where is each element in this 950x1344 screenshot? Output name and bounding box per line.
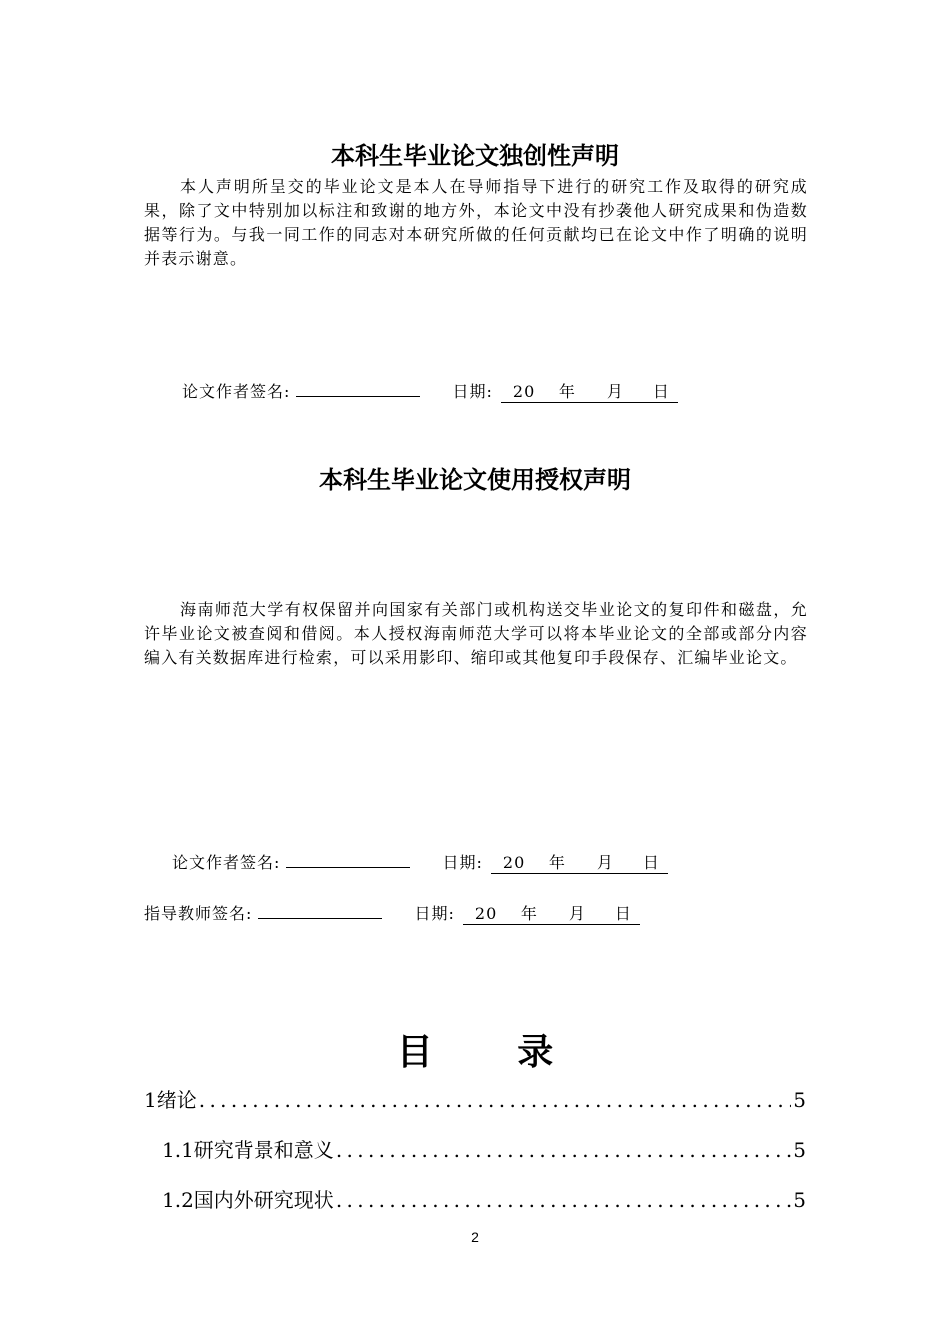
date-field[interactable] bbox=[501, 379, 678, 403]
date-label: 日期: bbox=[452, 382, 493, 401]
authorization-body bbox=[144, 598, 808, 670]
author-signature-label: 论文作者签名: bbox=[172, 853, 281, 872]
advisor-signature-label: 指导教师签名: bbox=[144, 904, 253, 923]
toc-leader-dots bbox=[336, 1138, 791, 1162]
date-field[interactable] bbox=[463, 901, 640, 925]
author-signature-field[interactable] bbox=[286, 849, 410, 868]
advisor-signature-line bbox=[144, 900, 640, 925]
toc-entry[interactable] bbox=[162, 1134, 806, 1163]
toc-entry[interactable] bbox=[162, 1184, 806, 1213]
year-prefix: 20 bbox=[502, 853, 526, 872]
year-char: 年 bbox=[548, 853, 566, 872]
authorization-paragraph: 海南师范大学有权保留并向国家有关部门或机构送交毕业论文的复印件和磁盘，允许毕业论文被查阅和借阅。本人授权海南师范大学可以将本毕业论文的全部或部分内容编入有关数据库进行检索，可以采用影印、缩印或其他复印手段保存、汇编毕业论文。 bbox=[144, 600, 808, 667]
month-char: 月 bbox=[596, 853, 614, 872]
toc-entry-page: 5 bbox=[793, 1088, 806, 1112]
year-char: 年 bbox=[558, 382, 576, 401]
toc-title: 目 录 bbox=[396, 1031, 590, 1073]
advisor-signature-field[interactable] bbox=[258, 900, 382, 919]
date-label: 日期: bbox=[414, 904, 455, 923]
toc-leader-dots bbox=[336, 1188, 791, 1212]
toc-entry-page: 5 bbox=[793, 1188, 806, 1212]
author-signature-field[interactable] bbox=[296, 378, 420, 397]
toc-entry[interactable] bbox=[144, 1084, 806, 1113]
originality-signature-line bbox=[182, 378, 678, 403]
originality-body bbox=[144, 175, 808, 271]
page-number: 2 bbox=[471, 1229, 479, 1245]
authorization-author-signature-line bbox=[172, 849, 668, 874]
originality-paragraph: 本人声明所呈交的毕业论文是本人在导师指导下进行的研究工作及取得的研究成果，除了文中特别加以标注和致谢的地方外，本论文中没有抄袭他人研究成果和伪造数据等行为。与我一同工作的同志对本研究所做的任何贡献均已在论文中作了明确的说明并表示谢意。 bbox=[144, 177, 808, 268]
authorization-title: 本科生毕业论文使用授权声明 bbox=[319, 466, 631, 494]
toc-entry-label: 1.1研究背景和意义 bbox=[162, 1138, 334, 1162]
year-prefix: 20 bbox=[512, 382, 536, 401]
toc-entry-label: 1.2国内外研究现状 bbox=[162, 1188, 334, 1212]
date-label: 日期: bbox=[442, 853, 483, 872]
toc-entry-label: 1绪论 bbox=[144, 1088, 197, 1112]
year-prefix: 20 bbox=[474, 904, 498, 923]
toc-leader-dots bbox=[199, 1088, 792, 1112]
toc-entry-page: 5 bbox=[793, 1138, 806, 1162]
originality-title: 本科生毕业论文独创性声明 bbox=[331, 142, 619, 170]
year-char: 年 bbox=[520, 904, 538, 923]
author-signature-label: 论文作者签名: bbox=[182, 382, 291, 401]
day-char: 日 bbox=[642, 853, 660, 872]
day-char: 日 bbox=[614, 904, 632, 923]
day-char: 日 bbox=[652, 382, 670, 401]
date-field[interactable] bbox=[491, 850, 668, 874]
month-char: 月 bbox=[606, 382, 624, 401]
month-char: 月 bbox=[568, 904, 586, 923]
